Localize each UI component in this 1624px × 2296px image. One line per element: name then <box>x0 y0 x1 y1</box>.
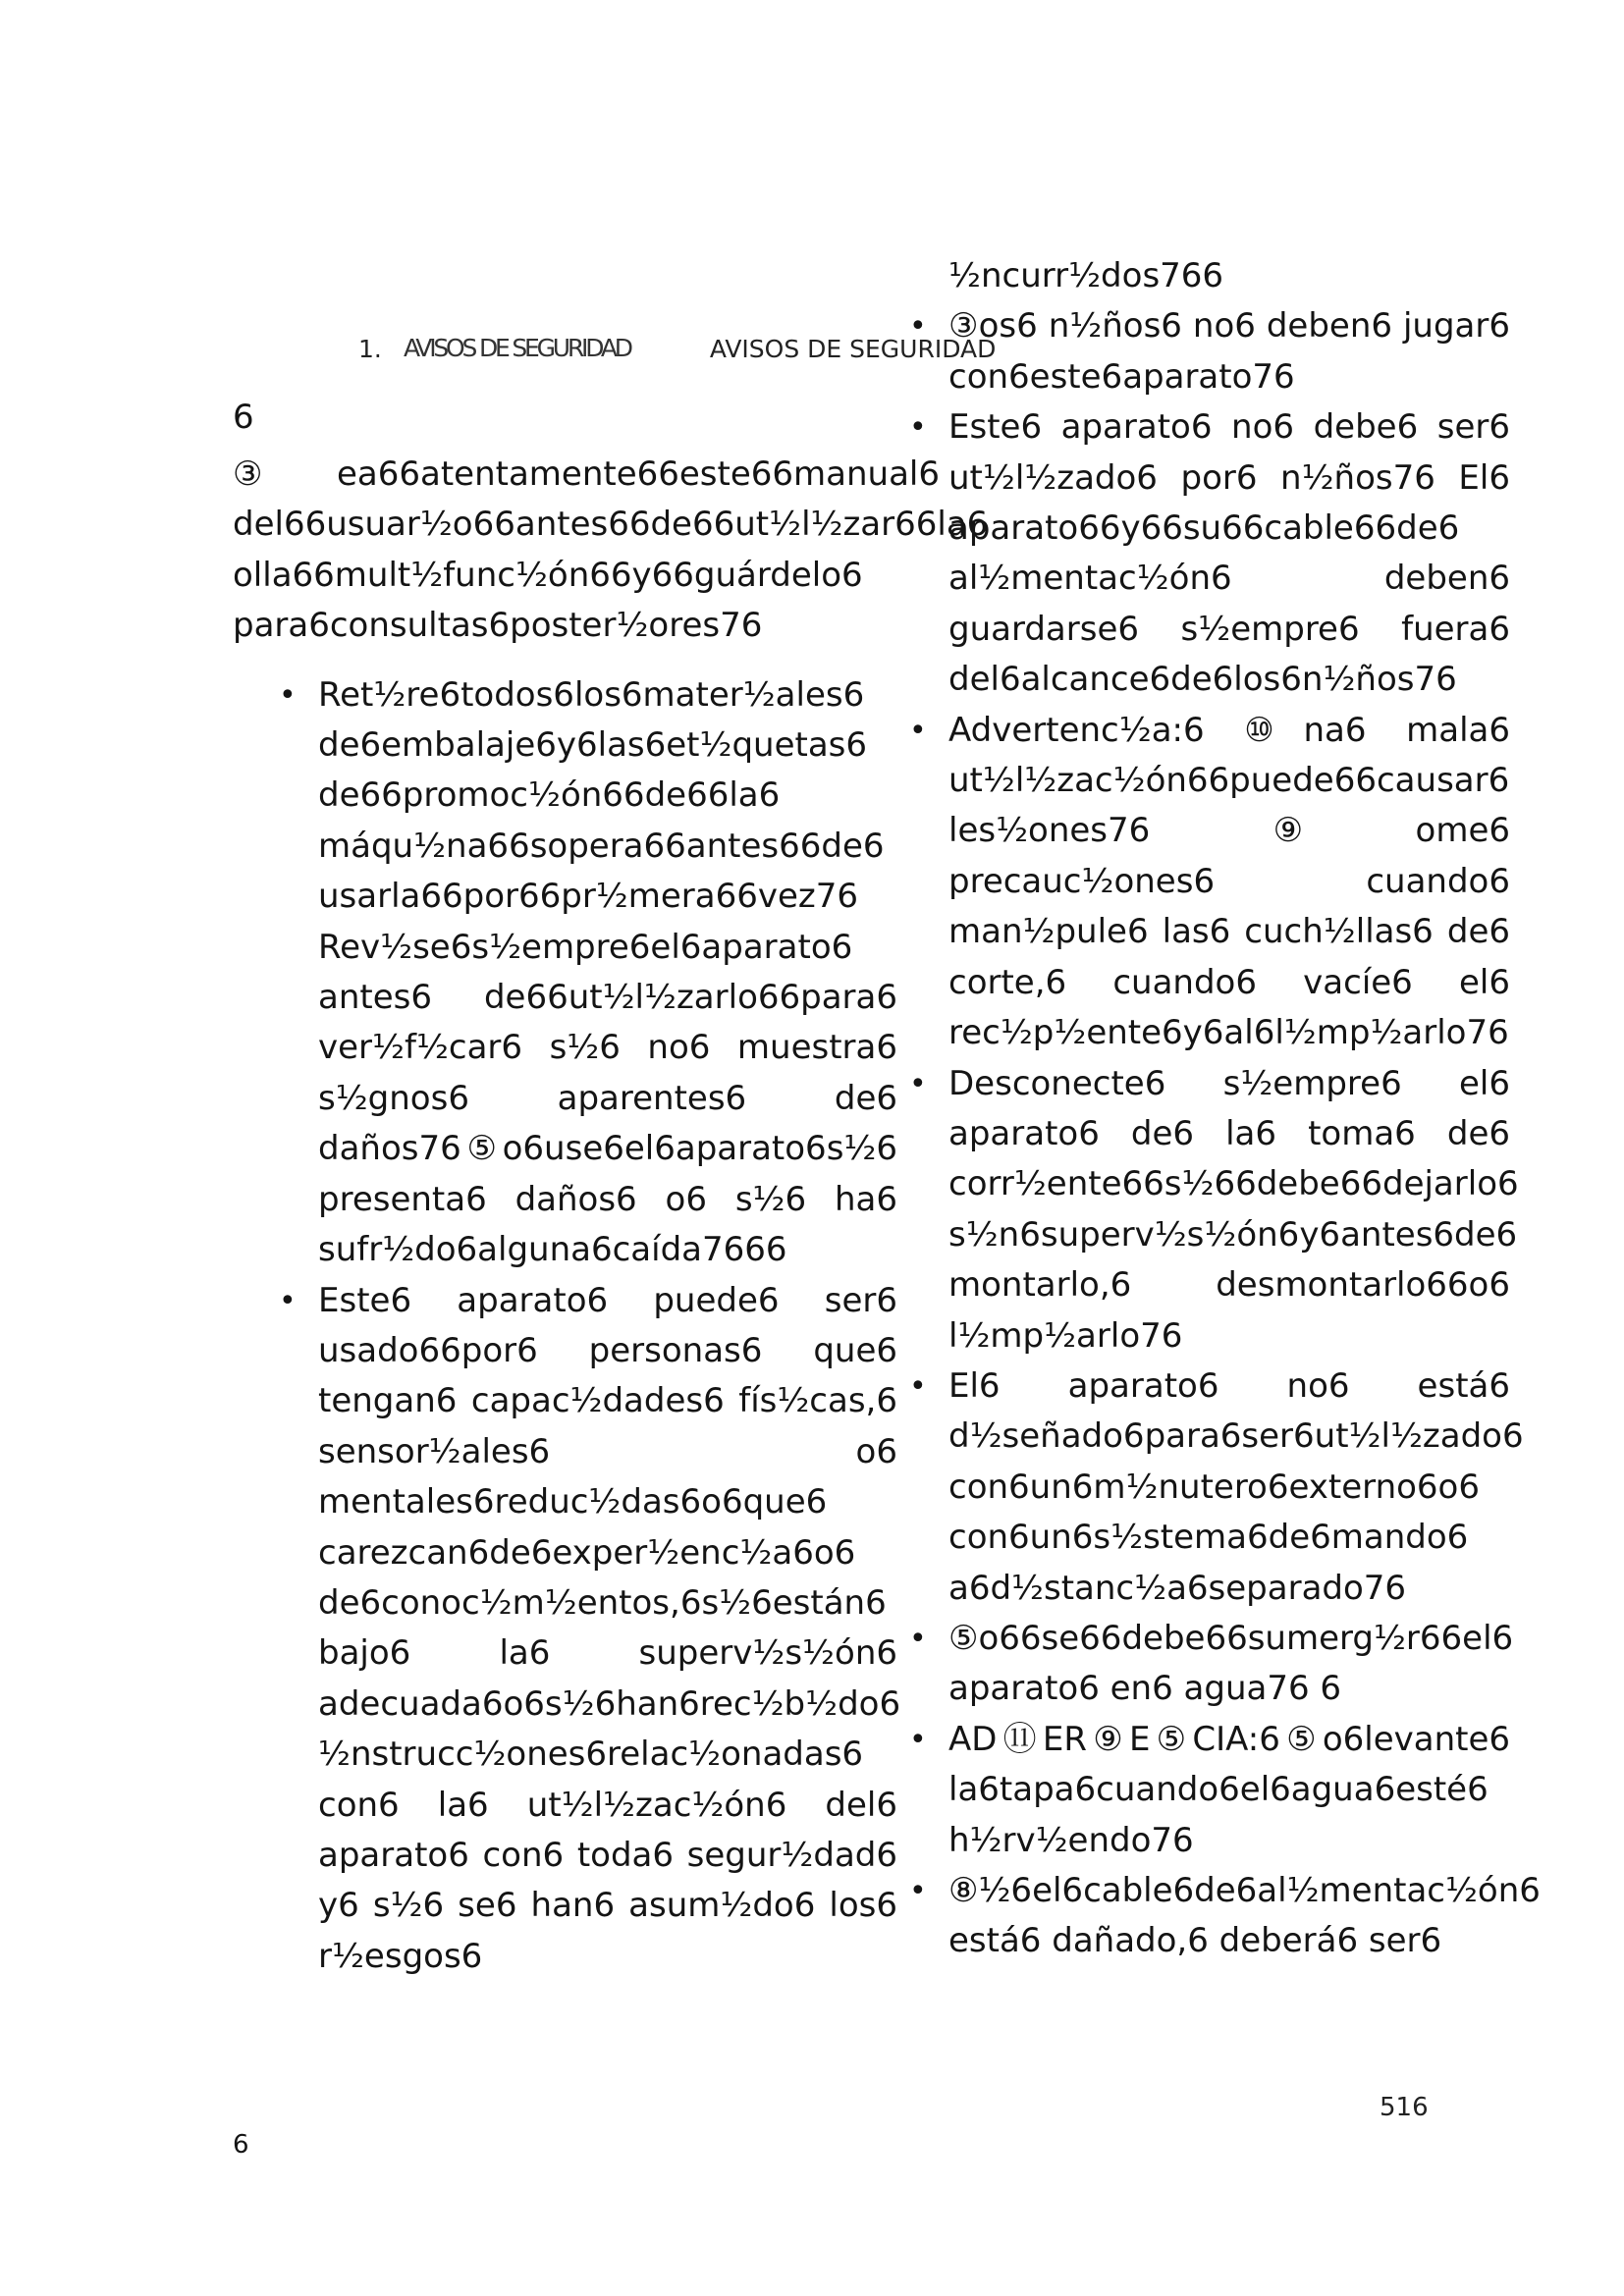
stray-mark-top: 6 <box>233 398 254 437</box>
list-item: • Ret½re6todos6los6mater½ales6 de6embalaje6y6las6et½quetas6 de66promoc½ón66de66la6 máqu½na66sopera66antes66de6 usarla66por66pr½mera66vez76 Rev½se6s½empre6el6aparato6 antes6 de66ut½l½zarlo66para6 ver½f½car6 s½6 no6 muestra6 s½gnos6 aparentes6 de6 daños76⑤o6use6el6aparato6s½6 presenta6 daños6 o6 s½6 ha6 sufr½do6alguna6caída7666 <box>318 670 897 1276</box>
list-item: • El6 aparato6 no6 está6 d½señado6para6ser6ut½l½zado6 con6un6m½nutero6externo6o6 con6un6s½stema6de6mando6 a6d½stanc½a6separado76 <box>948 1362 1510 1614</box>
bullet-icon: • <box>279 1283 297 1318</box>
stray-mark-bottom: 6 <box>233 2130 249 2160</box>
bullet-icon: • <box>909 1874 927 1908</box>
section-title-overlap: AVISOS DE SEGURIDAD <box>404 334 630 362</box>
list-item: • ⑤o66se66debe66sumerg½r66el6 aparato6 en6 agua76 6 <box>948 1614 1510 1715</box>
bullet-icon: • <box>909 1722 927 1757</box>
bullet-icon: • <box>279 677 297 713</box>
bullet-icon: • <box>909 713 927 748</box>
list-item: • Este6 aparato6 no6 debe6 ser6 ut½l½zado6 por6 n½ños76 El6 aparato66y66su66cable66de6 al½mentac½ón6 deben6 guardarse6 s½empre6 fuera6 del6alcance6de6los6n½ños76 <box>948 402 1510 705</box>
list-item: • AD⑪ER⑨E⑤CIA:6⑤o6levante6 la6tapa6cuando6el6agua6esté6 h½rv½endo76 <box>948 1715 1510 1866</box>
bullet-icon: • <box>909 410 927 446</box>
left-bullet-list <box>233 670 901 1983</box>
section-number: 1. <box>358 335 382 363</box>
list-item: • ③os6 n½ños6 no6 deben6 jugar6 con6este6aparato76 <box>948 301 1510 402</box>
list-item: • Desconecte6 s½empre6 el6 aparato6 de6 la6 toma6 de6 corr½ente66s½66debe66dejarlo6 s½n6superv½s½ón6y6antes6de6 montarlo,6 desmontarlo66o6 l½mp½arlo76 <box>948 1059 1510 1362</box>
section-title: AVISOS DE SEGURIDAD <box>709 335 997 363</box>
bullet-icon: • <box>909 309 927 345</box>
page-number: 516 <box>1380 2093 1429 2122</box>
left-column <box>233 450 989 1982</box>
bullet-icon: • <box>909 1621 927 1656</box>
right-bullet-list <box>909 301 1541 1966</box>
bullet-icon: • <box>909 1368 927 1404</box>
intro-paragraph: ③ea66atentamente66este66manual6 del66usuar½o66antes66de66ut½l½zar66la6 olla66mult½func½ón66y66guárdelo6 para6consultas6poster½ores76 <box>233 454 989 646</box>
list-item: • Este6 aparato6 puede6 ser6 usado66por6 personas6 que6 tengan6 capac½dades6 fís½cas,6 sensor½ales6 o6 mentales6reduc½das6o6que6 carezcan6de6exper½enc½a6o6 de6conoc½m½entos,6s½6están6 bajo6 la6 superv½s½ón6 adecuada6o6s½6han6rec½b½do6 ½nstrucc½ones6relac½onadas6 con6 la6 ut½l½zac½ón6 del6 aparato6 con6 toda6 segur½dad6 y6 s½6 se6 han6 asum½do6 los6 r½esgos6 <box>318 1276 897 1983</box>
bullet-icon: • <box>909 1066 927 1101</box>
right-column <box>909 251 1541 1967</box>
list-item: • ⑧½6el6cable6de6al½mentac½ón6 está6 dañado,6 deberá6 ser6 <box>948 1866 1510 1967</box>
list-item: • Advertenc½a:6 ⑩na6 mala6 ut½l½zac½ón66puede66causar6 les½ones76 ⑨ome6 precauc½ones6 cuando6 man½pule6 las6 cuch½llas6 de6 corte,6 cuando6 vacíe6 el6 rec½p½ente6y6al6l½mp½arlo76 <box>948 706 1510 1059</box>
section-heading <box>358 334 996 365</box>
continuation-text: ½ncurr½dos766 <box>948 256 1224 295</box>
